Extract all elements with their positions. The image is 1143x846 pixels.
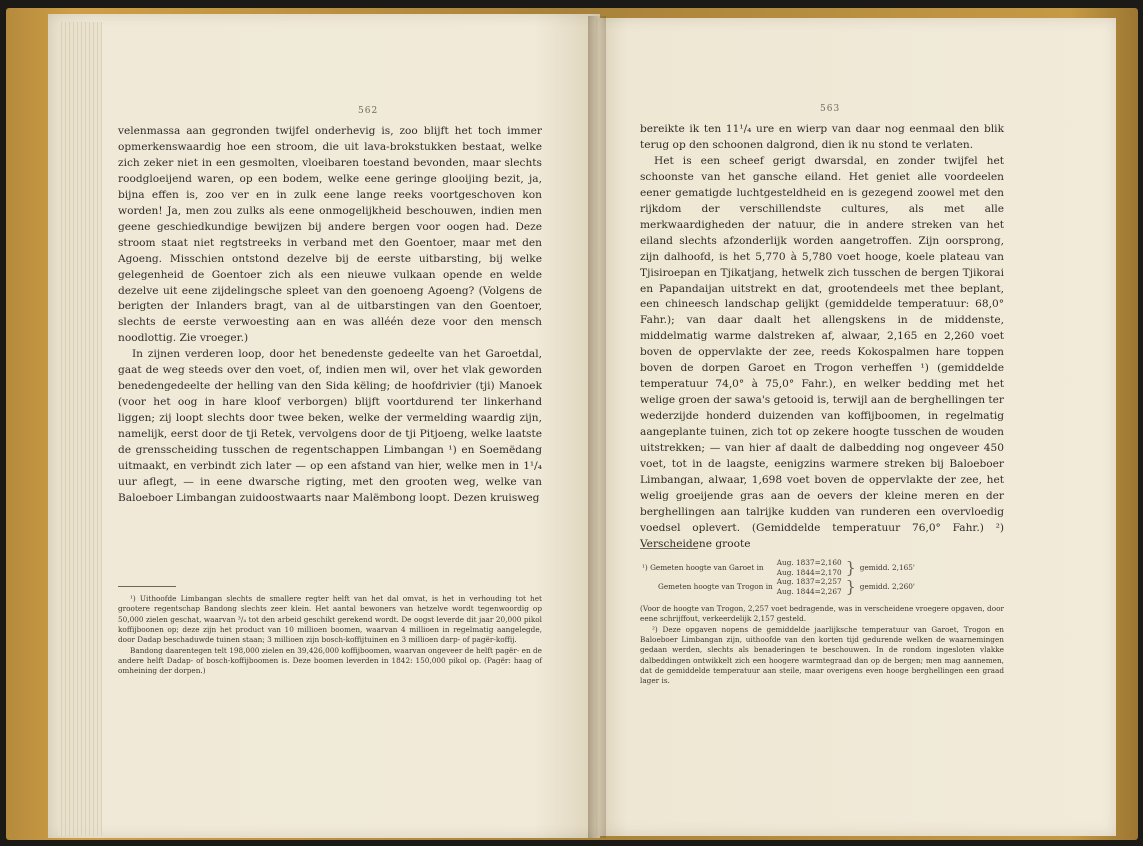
- garoet-height-average: gemidd. 2,165': [859, 562, 915, 572]
- brace-glyph: }: [845, 557, 856, 577]
- left-footnote: Bandong daarentegen telt 198,000 zielen en 39,426,000 koffijboomen, waarvan ongeveer de helft pagër- en de andere helft Dadap- of bosch-koffijboomen is. Deze boomen leverden in 1842: 150,000 pikol op. (Pagër: haag of omheining der dorpen.): [118, 645, 542, 676]
- trogon-height-average: gemidd. 2,260': [859, 581, 915, 591]
- right-body-text: [640, 122, 1004, 553]
- left-body-text: [118, 124, 542, 507]
- left-footnote-rule: [118, 586, 176, 587]
- book-gutter: [588, 16, 606, 838]
- garoet-height-label: ¹) Gemeten hoogte van Garoet in: [642, 562, 764, 572]
- left-paragraph: In zijnen verderen loop, door het benedenste gedeelte van het Garoetdal, gaat de weg steeds over den voet, of, indien men wil, over het vlak geworden benedengedeelte der helling van den Sida këling; de hoofdrivier (tji) Manoek (voor het oog in hare kloof verborgen) blijft voortdurend ter linkerhand liggen; zij loopt slechts door twee beken, welke der vermelding waardig zijn, namelijk, eerst door de tji Retek, vervolgens door de tji Pitjoeng, welke laatste de grensscheiding tusschen de regentschappen Limbangan ¹) en Soemëdang uitmaakt, en verbindt zich later — op een afstand van hier, welke men in 1¹/₄ uur aflegt, — in eene dwarsche rigting, met den grooten weg, welke van Baloeboer Limbangan zuidoostwaarts naar Malëmbong loopt. Dezen kruisweg: [118, 348, 542, 504]
- trogon-height-label: Gemeten hoogte van Trogon in: [658, 581, 773, 591]
- page-edges: [58, 22, 102, 836]
- trogon-height-1837: Aug. 1837=2,257: [776, 577, 842, 586]
- brace-glyph: }: [845, 576, 856, 596]
- garoet-height-1837: Aug. 1837=2,160: [776, 558, 842, 567]
- right-page-number: 563: [820, 104, 841, 114]
- footnote-height-table: [640, 558, 1004, 596]
- left-footnotes: [118, 594, 542, 677]
- trogon-height-1844: Aug. 1844=2,267: [776, 586, 842, 596]
- right-footnote: (Voor de hoogte van Trogon, 2,257 voet bedragende, was in verscheidene vroegere opgaven, door eene schrijffout, verkeerdelijk 2,157 gesteld.: [640, 604, 1004, 624]
- left-footnote: ¹) Uithoofde Limbangan slechts de smallere regter helft van het dal omvat, is het in verhouding tot het grootere regentschap Bandong slechts zeer klein. Het aantal bewoners van hetzelve wordt tegenwoordig op 50,000 zielen geschat, waarvan ³/₄ tot den arbeid geschikt gerekend wordt. De oogst leverde dit jaar 20,000 pikol koffijboonen op; deze zijn het product van 10 millioen boomen, waarvan 4 millioen in regelmatig aangelegde, door Dadap beschaduwde tuinen staan; 3 millioen zijn bosch-koffijtuinen en 3 millioen darp- of pagër-koffij.: [118, 594, 542, 645]
- right-paragraph: bereikte ik ten 11¹/₄ ure en wierp van daar nog eenmaal den blik terug op den schoonen dalgrond, dien ik nu stond te verlaten.: [640, 123, 1004, 151]
- garoet-height-1844: Aug. 1844=2,170: [776, 567, 842, 577]
- left-page-number: 562: [358, 106, 379, 116]
- right-footnote-rule: [640, 548, 698, 549]
- right-footnotes: [640, 604, 1004, 687]
- left-paragraph: velenmassa aan gegronden twijfel onderhevig is, zoo blijft het toch immer opmerkenswaardig hoe een stroom, die uit lava-brokstukken bestaat, welke zich zeker niet in een gesmolten, vloeibaren toestand bevonden, maar slechts roodgloeijend waren, op een bodem, welke eene geringe glooijing bezit, ja, bijna effen is, zoo ver en in zulk eene lange reeks voortgeschoven kon worden! Ja, men zou zulks als eene onmogelijkheid beschouwen, indien men geene geschiedkundige bewijzen bij andere bergen voor oogen had. Deze stroom staat niet regtstreeks in verband met den Goentoer, maar met den Agoeng. Misschien ontstond dezelve bij de eerste uitbarsting, bij welke gelegenheid de Goentoer zich als een nieuwe vulkaan opende en welde dezelve uit eene zijdelingsche spleet van den goenoeng Agoeng? (Volgens de berigten der Inlanders bragt, van al de uitbarstingen van den Goentoer, slechts de eerste verwoesting aan en was alléén deze voor den mensch noodlottig. Zie vroeger.): [118, 125, 542, 345]
- right-paragraph: Het is een scheef gerigt dwarsdal, en zonder twijfel het schoonste van het gansche eiland. Het geniet alle voordeelen eener gematigde luchtgesteldheid en is gezegend zoowel met den rijkdom der verschillendste cultures, als met alle merkwaardigheden der natuur, die in andere streken van het eiland slechts afzonderlijk worden aangetroffen. Zijn oorsprong, zijn dalhoofd, is het 5,770 à 5,780 voet hooge, koele plateau van Tjisiroepan en Tjikatjang, hetwelk zich tusschen de bergen Tjikorai en Papandaijan uitstrekt en dat, grootendeels met thee beplant, een chineesch landschap gelijkt (gemiddelde temperatuur: 68,0° Fahr.); van daar daalt het allengskens in de middenste, middelmatig warme dalstreken af, alwaar, 2,165 en 2,260 voet boven de oppervlakte der zee, reeds Kokospalmen hare toppen boven de dorpen Garoet en Trogon verheffen ¹) (gemiddelde temperatuur 74,0° à 75,0° Fahr.), en welker bedding met het welige groen der sawa's getooid is, terwijl aan de berghellingen ter wederzijde honderd duizenden van koffijboomen, in regelmatig aangeplante tuinen, zich tot op zekere hoogte tusschen de wouden uitstrekken; — van hier af daalt de dalbedding nog ongeveer 450 voet, tot in de laagste, eenigzins warmere streken bij Baloeboer Limbangan, alwaar, 1,698 voet boven de oppervlakte der zee, het welig groeijende gras aan de oevers der kleine meren en der berghellingen aan talrijke kudden van runderen een overvloedig voedsel oplevert. (Gemiddelde temperatuur 76,0° Fahr.) ²) Verscheidene groote: [640, 154, 1004, 550]
- right-footnote: ²) Deze opgaven nopens de gemiddelde jaarlijksche temperatuur van Garoet, Trogon en Baloeboer Limbangan zijn, uithoofde van den korten tijd gedurende welken de waarnemingen gedaan werden, slechts als benaderingen te beschouwen. In de rondom ingesloten vlakke dalbeddingen ontwikkelt zich een hoogere warmtegraad dan op de bergen; men mag aannemen, dat de gemiddelde temperatuur aan steile, maar overigens even hooge berghellingen een graad lager is.: [640, 624, 1004, 686]
